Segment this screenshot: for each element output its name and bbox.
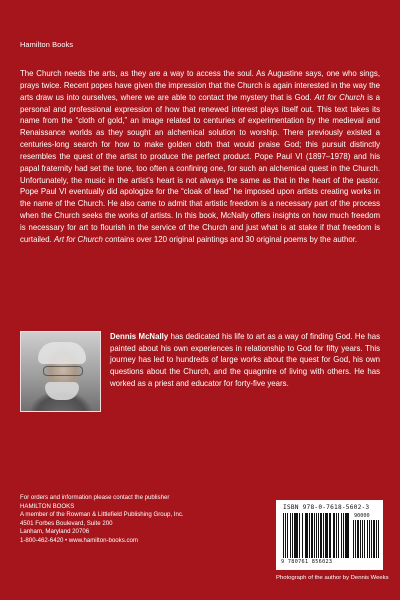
barcode-stripe [292,513,293,558]
author-bio-text: has dedicated his life to art as a way of finding God. He has painted about his own experiences in relationship to God for fifty years. This journey has led to hundreds of large works about the quest for God, his own questions about the Church, and the quagmire of living with others. He has worked as a priest and educator for forty-five years. [110,332,380,388]
barcode-stripe [299,513,301,558]
barcode-stripe [329,513,331,558]
barcode-number: 9 780761 856023 [281,559,333,565]
barcode-addon-number: 90000 [354,513,370,519]
description-paragraph [20,68,380,246]
contact-line: A member of the Rowman & Littlefield Publishing Group, Inc. [20,511,184,519]
barcode-stripe [345,513,347,558]
barcode-stripe [343,513,344,558]
barcode-stripe [311,513,313,558]
barcode-stripe [309,513,310,558]
barcode-addon-bars [353,520,379,558]
author-photo-glasses [43,366,83,376]
book-title-italic: Art for Church [54,234,103,244]
barcode-stripe [320,513,322,558]
description-part-3: contains over 120 original paintings and 30 original poems by the author. [102,234,358,244]
barcode-stripe [287,513,288,558]
book-description [20,68,380,246]
publisher-imprint: Hamilton Books [20,40,74,49]
description-part-2: is a personal and professional expression of how that renewed interest plays itself out. This text takes its name from the “cloth of gold,” an image related to centuries of experimentation by the medieval and Renaissance worlds as they sought an alchemical solution to worship. There previously existed a centuries-long search for how to make golden cloth that would praise God; this pursuit distinctly resembles the quest of the artist to produce the perfect product. Pope Paul VI (1897–1978) and his papal fraternity had set the tone, too often a confining one, for such an alchemical quest in the Church. Unfortunately, the music in the artist’s heart is not always the same as that in the heart of the pastor. Pope Paul VI eventually did apologize for the “cloak of lead” he imposed upon artists creating works in the name of the Church. He also came to admit that artistic freedom is a necessary part of the process when the Church seeks the works of artists. In this book, McNally offers insights on how much freedom is necessary for art to flourish in the service of the Church and just what is at stake if that freedom is curtailed. [20,92,381,244]
barcode-stripe [302,513,303,558]
barcode-bars [283,513,349,558]
contact-line: 4501 Forbes Boulevard, Suite 200 [20,519,113,527]
author-bio [110,331,380,390]
barcode-stripe [353,520,354,558]
barcode-stripe [378,520,379,558]
author-photo [20,331,101,412]
barcode-stripe [338,513,339,558]
contact-line: HAMILTON BOOKS [20,502,75,510]
barcode-stripe [373,520,375,558]
barcode-stripe [362,520,363,558]
author-photo-hair [38,342,86,364]
author-name: Dennis McNally [110,332,169,341]
contact-line: For orders and information please contact the publisher [20,494,170,501]
barcode-stripe [369,520,370,558]
contact-line: Lanham, Maryland 20706 [20,528,90,536]
barcode-stripe [314,513,315,558]
author-photo-beard [45,382,79,400]
barcode-stripe [357,520,359,558]
barcode-stripe [323,513,324,558]
isbn-barcode [276,500,383,570]
book-title-italic: Art for Church [314,92,365,102]
barcode-stripe [364,520,365,558]
isbn-text: ISBN 978-0-7618-5602-3 [283,504,370,511]
contact-line: 1-800-462-6420 • www.hamilton-books.com [20,536,138,544]
barcode-stripe [294,513,296,558]
barcode-stripe [348,513,349,558]
photo-credit: Photograph of the author by Dennis Weeks [276,575,389,581]
description-part-1: The Church needs the arts, as they are a way to access the soul. As Augustine says, one who sings, prays twice. Recent popes have given the impression that the Church is again interested in the way the arts draw us into ourselves, where we are able to contact the mystery that is God. [20,69,380,102]
publisher-contact [20,494,280,545]
